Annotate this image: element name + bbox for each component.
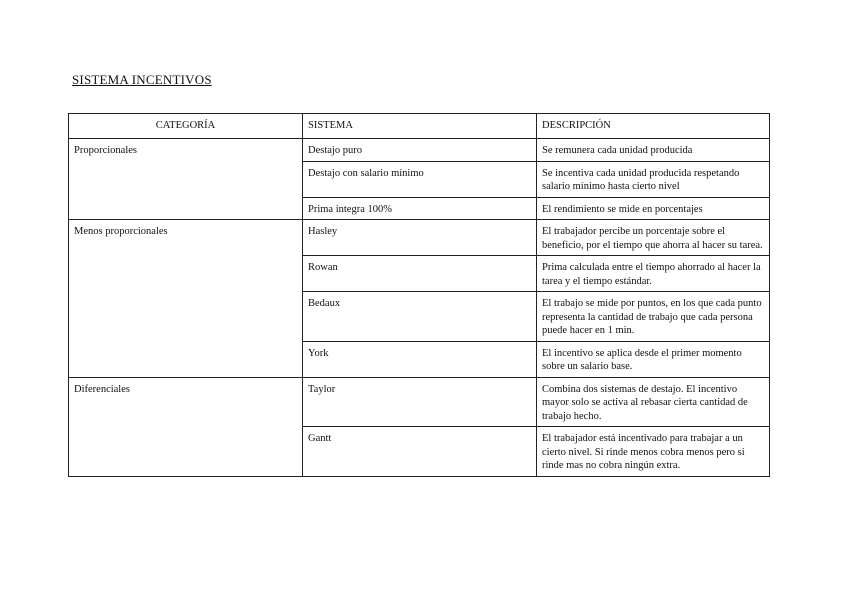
table-header-row xyxy=(69,114,770,139)
description-cell: El trabajador está incentivado para trabajar a un cierto nivel. Si rinde menos cobra menos pero si rinde mas no cobra ningún extra. xyxy=(537,427,770,477)
system-cell: Hasley xyxy=(303,220,537,256)
system-cell: Rowan xyxy=(303,256,537,292)
description-cell: El trabajador percibe un porcentaje sobre el beneficio, por el tiempo que ahorra al hacer su tarea. xyxy=(537,220,770,256)
header-categoria: CATEGORÍA xyxy=(69,114,303,139)
description-cell: Prima calculada entre el tiempo ahorrado al hacer la tarea y el tiempo estándar. xyxy=(537,256,770,292)
description-cell: Combina dos sistemas de destajo. El incentivo mayor solo se activa al rebasar cierta cantidad de trabajo hecho. xyxy=(537,377,770,427)
description-cell: El trabajo se mide por puntos, en los que cada punto representa la cantidad de trabajo que cada persona puede hacer en 1 min. xyxy=(537,292,770,342)
description-cell: El incentivo se aplica desde el primer momento sobre un salario base. xyxy=(537,341,770,377)
description-cell: El rendimiento se mide en porcentajes xyxy=(537,197,770,220)
header-sistema: SISTEMA xyxy=(303,114,537,139)
description-cell: Se remunera cada unidad producida xyxy=(537,139,770,162)
description-cell: Se incentiva cada unidad producida respetando salario mínimo hasta cierto nivel xyxy=(537,161,770,197)
header-descripcion: DESCRIPCIÓN xyxy=(537,114,770,139)
system-cell: Destajo con salario mínimo xyxy=(303,161,537,197)
incentives-table xyxy=(68,113,770,477)
page-title: SISTEMA INCENTIVOS xyxy=(72,72,212,87)
category-cell: Diferenciales xyxy=(69,377,303,476)
system-cell: Taylor xyxy=(303,377,537,427)
system-cell: Destajo puro xyxy=(303,139,537,162)
category-cell: Menos proporcionales xyxy=(69,220,303,378)
system-cell: Bedaux xyxy=(303,292,537,342)
system-cell: Gantt xyxy=(303,427,537,477)
system-cell: York xyxy=(303,341,537,377)
category-cell: Proporcionales xyxy=(69,139,303,220)
table-row xyxy=(69,377,770,427)
system-cell: Prima integra 100% xyxy=(303,197,537,220)
table-row xyxy=(69,220,770,256)
table-row xyxy=(69,139,770,162)
